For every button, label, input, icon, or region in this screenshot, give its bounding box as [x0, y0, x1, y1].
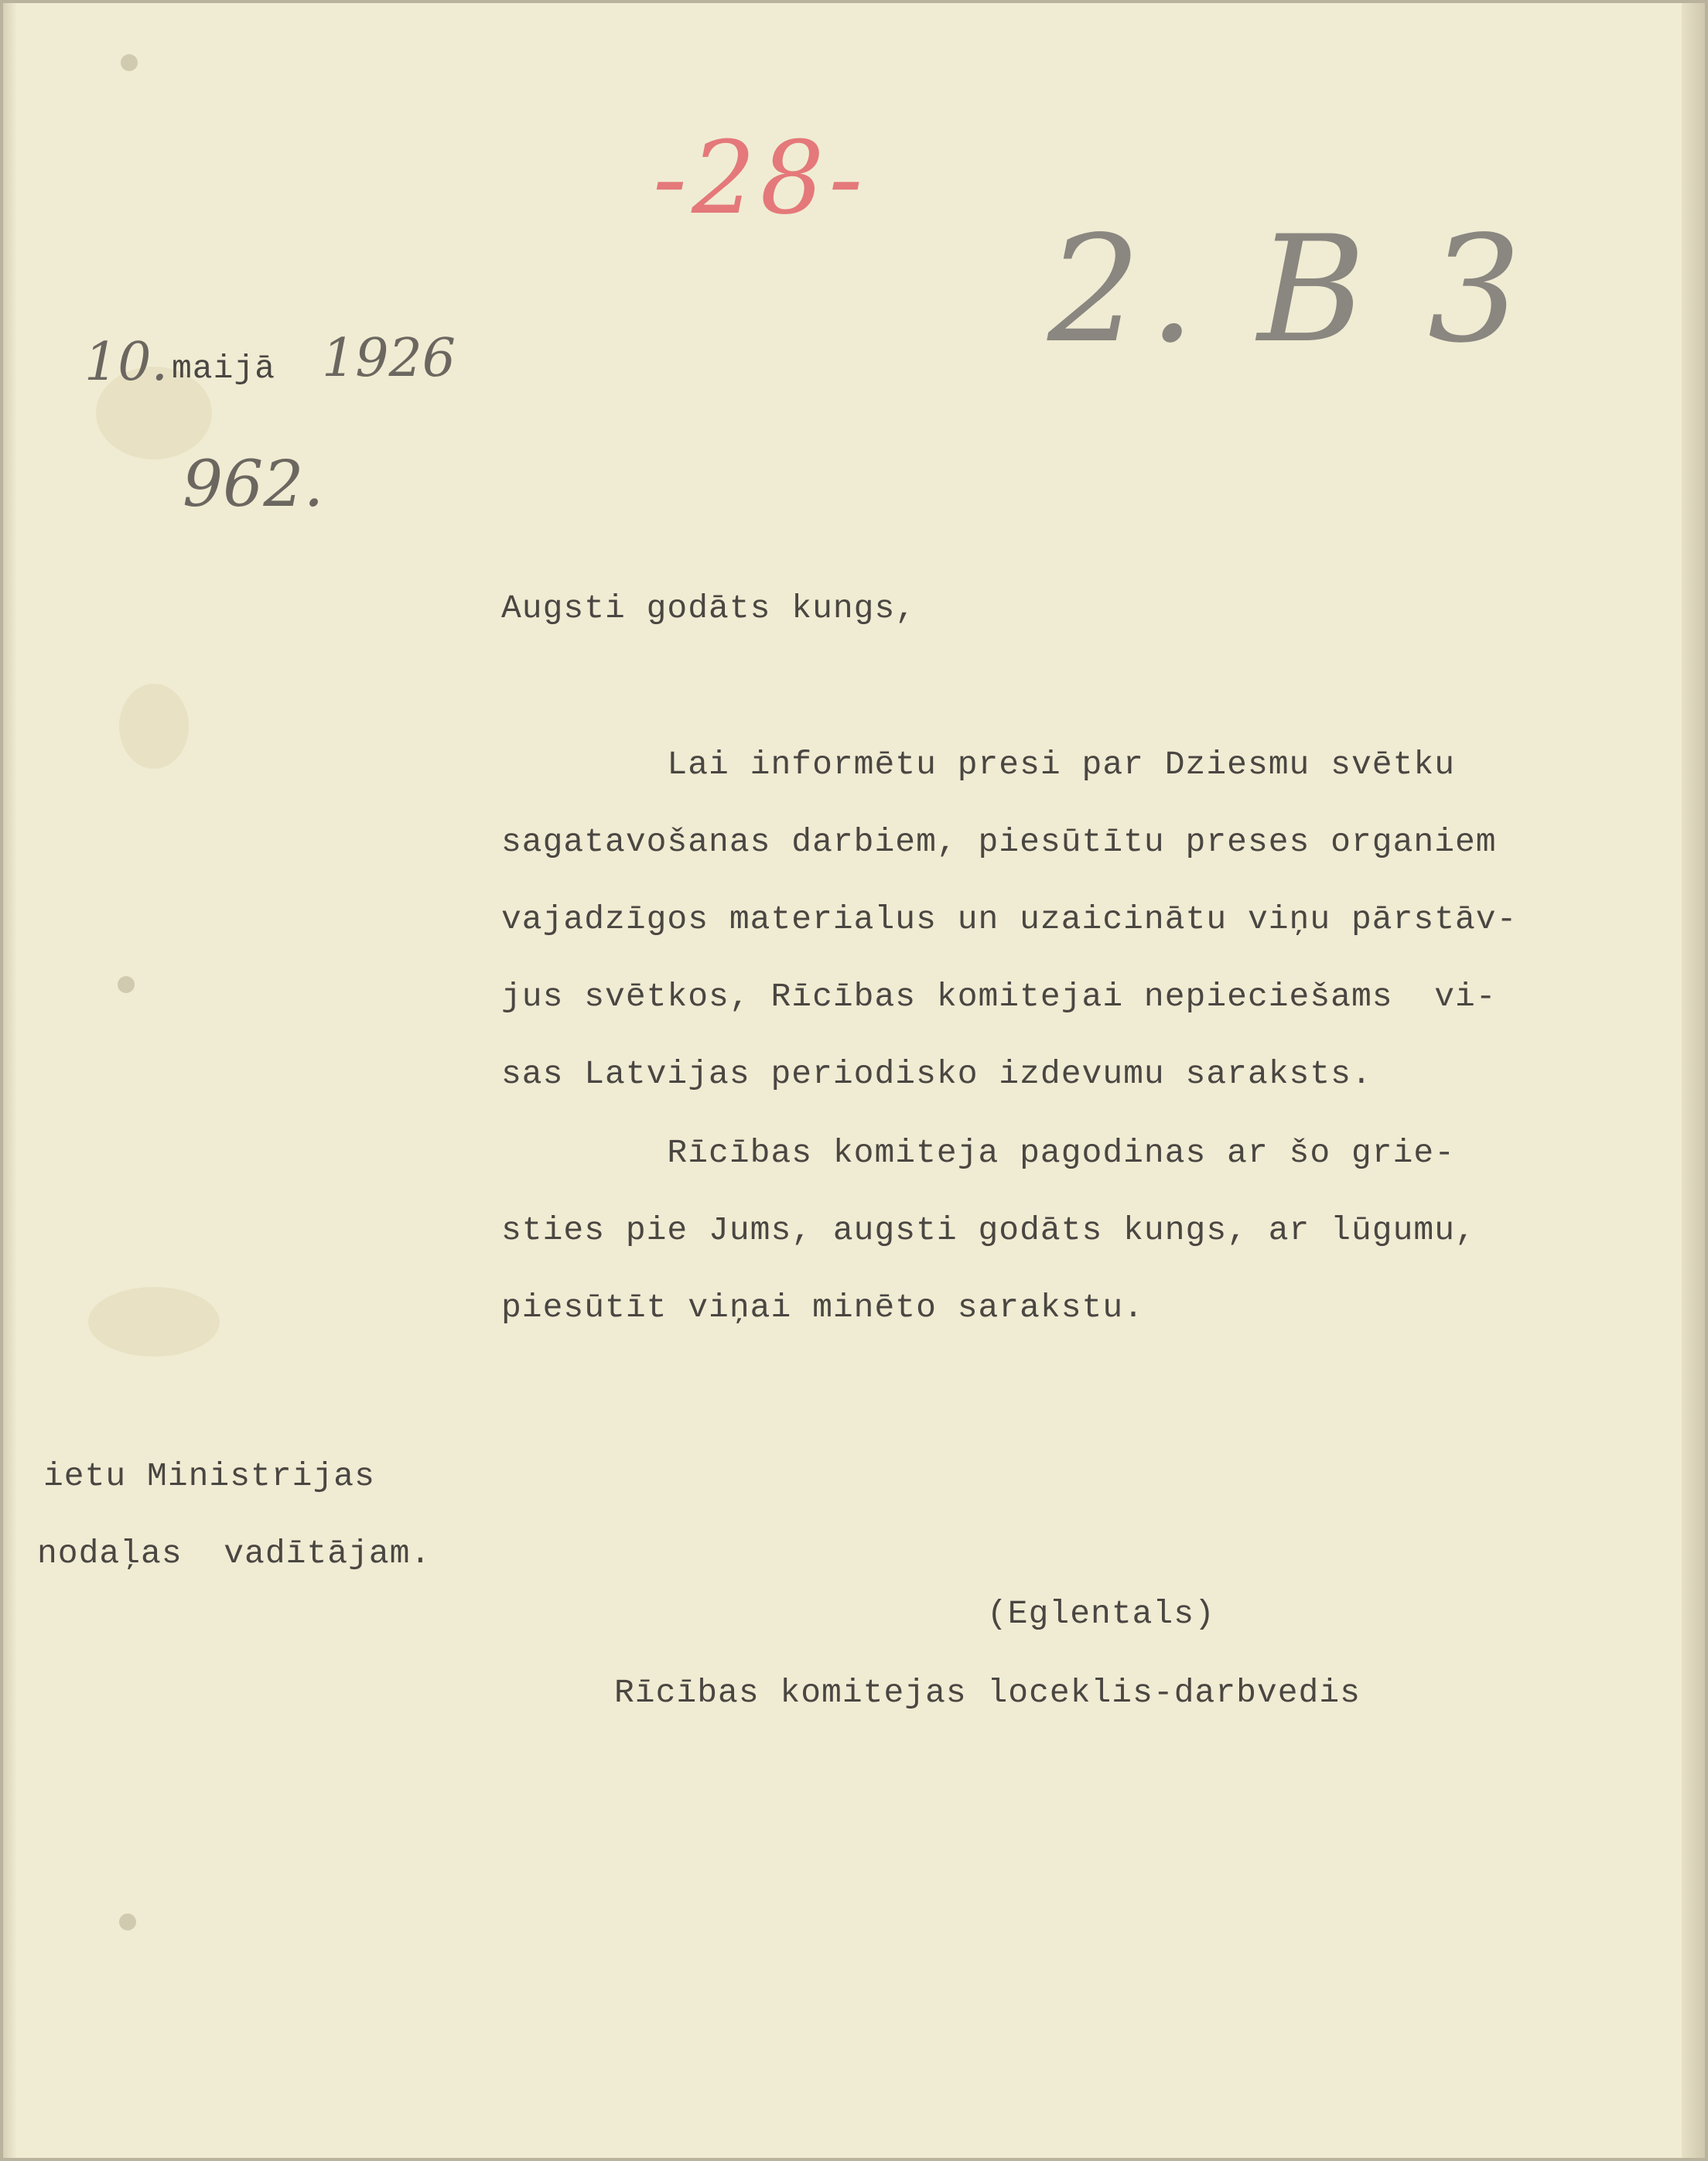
- punch-hole: [121, 54, 138, 71]
- archive-page-mark: -28-: [653, 119, 868, 237]
- date-year: 1926: [322, 328, 456, 389]
- body-line: Lai informētu presi par Dziesmu svētku: [501, 746, 1455, 783]
- signature-title: Rīcības komitejas loceklis-darbvedis: [614, 1674, 1361, 1712]
- page-right-edge: [1682, 3, 1705, 2161]
- body-line: piesūtīt viņai minēto sarakstu.: [501, 1289, 1144, 1326]
- date-month: maijā: [172, 350, 276, 387]
- salutation: Augsti godāts kungs,: [501, 589, 917, 627]
- body-line: jus svētkos, Rīcības komitejai nepieciešams vi-: [501, 978, 1497, 1016]
- date-day: 10.: [84, 332, 169, 393]
- page-left-edge: [3, 3, 17, 2161]
- file-mark: 2. B 3: [1047, 204, 1529, 375]
- registration-number: 962.: [183, 448, 324, 521]
- body-line: Rīcības komiteja pagodinas ar šo grie-: [501, 1134, 1455, 1172]
- body-line: sas Latvijas periodisko izdevumu saraksts.: [501, 1055, 1372, 1093]
- body-line: sties pie Jums, augsti godāts kungs, ar lūgumu,: [501, 1211, 1476, 1249]
- addressee-line-1: ietu Ministrijas: [43, 1457, 375, 1495]
- punch-hole: [119, 1913, 136, 1931]
- signature-name: (Eglentals): [987, 1595, 1215, 1633]
- body-line: vajadzīgos materialus un uzaicinātu viņu pārstāv-: [501, 900, 1518, 938]
- paper-stain: [119, 684, 189, 769]
- punch-hole: [118, 976, 135, 993]
- addressee-line-2: nodaļas vadītājam.: [37, 1535, 432, 1572]
- body-line: sagatavošanas darbiem, piesūtītu preses organiem: [501, 823, 1497, 861]
- paper-stain: [88, 1287, 220, 1357]
